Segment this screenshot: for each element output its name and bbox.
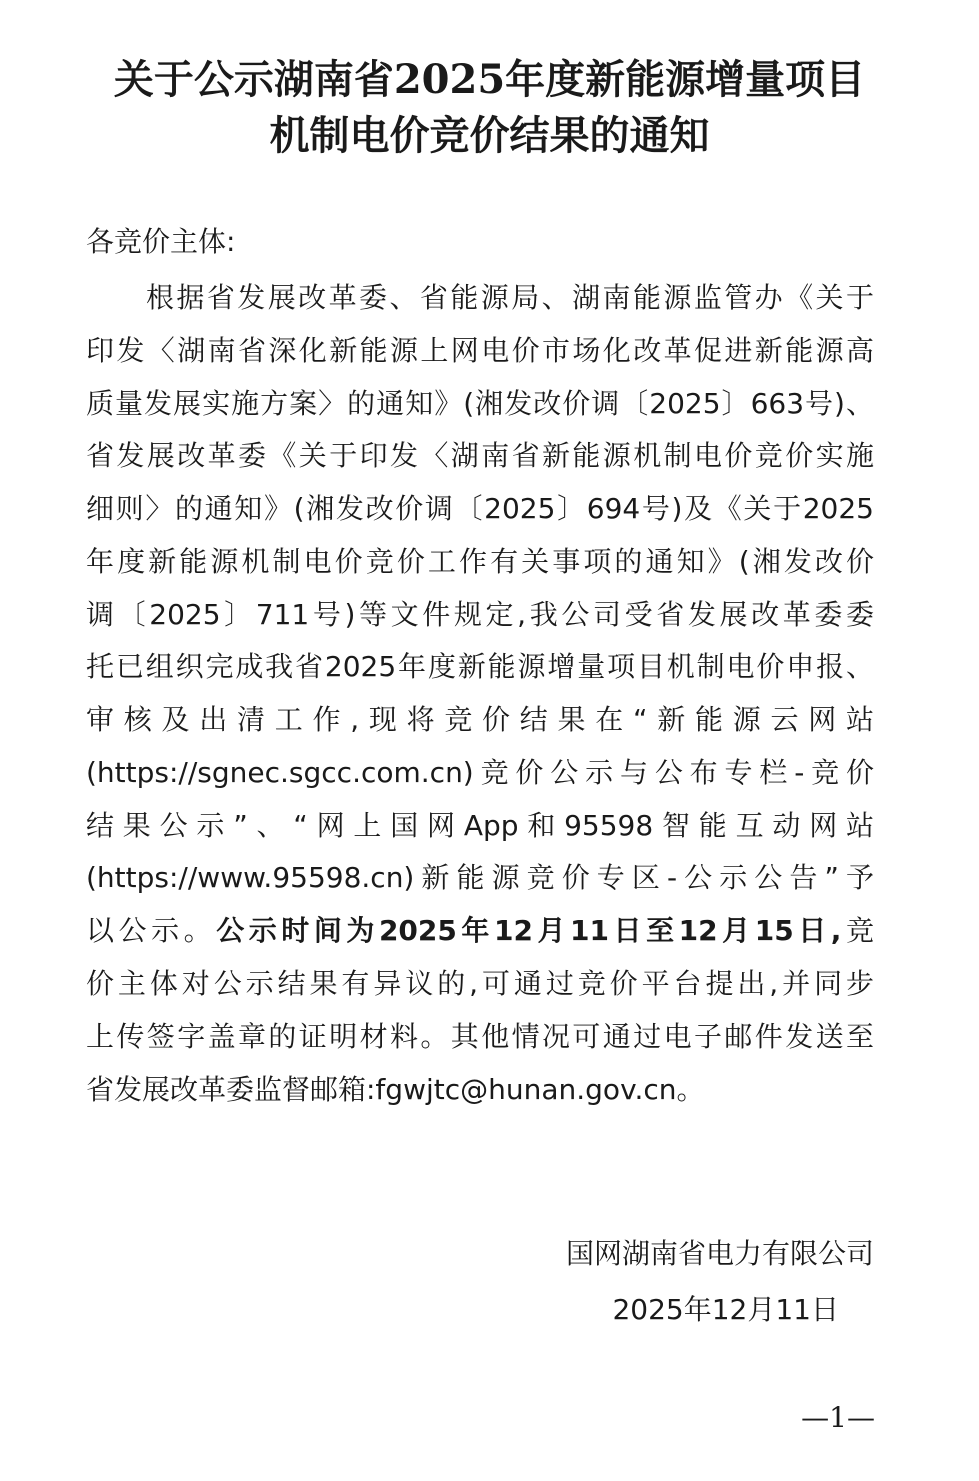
body-line: 价主体对公示结果有异议的,可通过竞价平台提出,并同步 bbox=[86, 967, 874, 1000]
body-line: 上传签字盖章的证明材料。其他情况可通过电子邮件发送至 bbox=[86, 1020, 874, 1053]
document-title-line-1: 关于公示湖南省2025年度新能源增量项目 bbox=[113, 56, 866, 103]
body-line: 根据省发展改革委、省能源局、湖南能源监管办《关于 bbox=[146, 281, 874, 314]
body-text: 竞 bbox=[841, 914, 874, 947]
publicity-period-text: 公示时间为2025年12月11日至12月15日, bbox=[216, 914, 842, 947]
salutation: 各竞价主体: bbox=[86, 225, 236, 258]
body-line: (https://sgnec.sgcc.com.cn)竞价公示与公布专栏-竞价 bbox=[86, 756, 874, 789]
body-line: 年度新能源机制电价竞价工作有关事项的通知》(湘发改价 bbox=[86, 545, 874, 578]
body-line: 质量发展实施方案〉的通知》(湘发改价调〔2025〕663号)、 bbox=[86, 387, 874, 420]
signature-date: 2025年12月11日 bbox=[612, 1293, 839, 1326]
signature-organization: 国网湖南省电力有限公司 bbox=[565, 1237, 874, 1270]
page-number: —1— bbox=[801, 1401, 875, 1434]
body-line: 审核及出清工作,现将竞价结果在“新能源云网站 bbox=[86, 703, 874, 736]
body-line: 印发〈湖南省深化新能源上网电价市场化改革促进新能源高 bbox=[86, 334, 874, 367]
body-line: 托已组织完成我省2025年度新能源增量项目机制电价申报、 bbox=[86, 650, 874, 683]
body-line: 细则〉的通知》(湘发改价调〔2025〕694号)及《关于2025 bbox=[86, 492, 874, 525]
body-line-with-bold bbox=[86, 911, 874, 951]
body-text: 以公示。 bbox=[86, 914, 217, 947]
body-line: 省发展改革委《关于印发〈湖南省新能源机制电价竞价实施 bbox=[86, 439, 874, 472]
document-title-line-2: 机制电价竞价结果的通知 bbox=[269, 112, 710, 159]
body-line: (https://www.95598.cn)新能源竞价专区-公示公告”予 bbox=[86, 861, 874, 894]
body-line: 调〔2025〕711号)等文件规定,我公司受省发展改革委委 bbox=[86, 598, 874, 631]
body-line: 省发展改革委监督邮箱:fgwjtc@hunan.gov.cn。 bbox=[86, 1073, 705, 1106]
body-line: 结果公示”、“网上国网App和95598智能互动网站 bbox=[86, 809, 874, 842]
